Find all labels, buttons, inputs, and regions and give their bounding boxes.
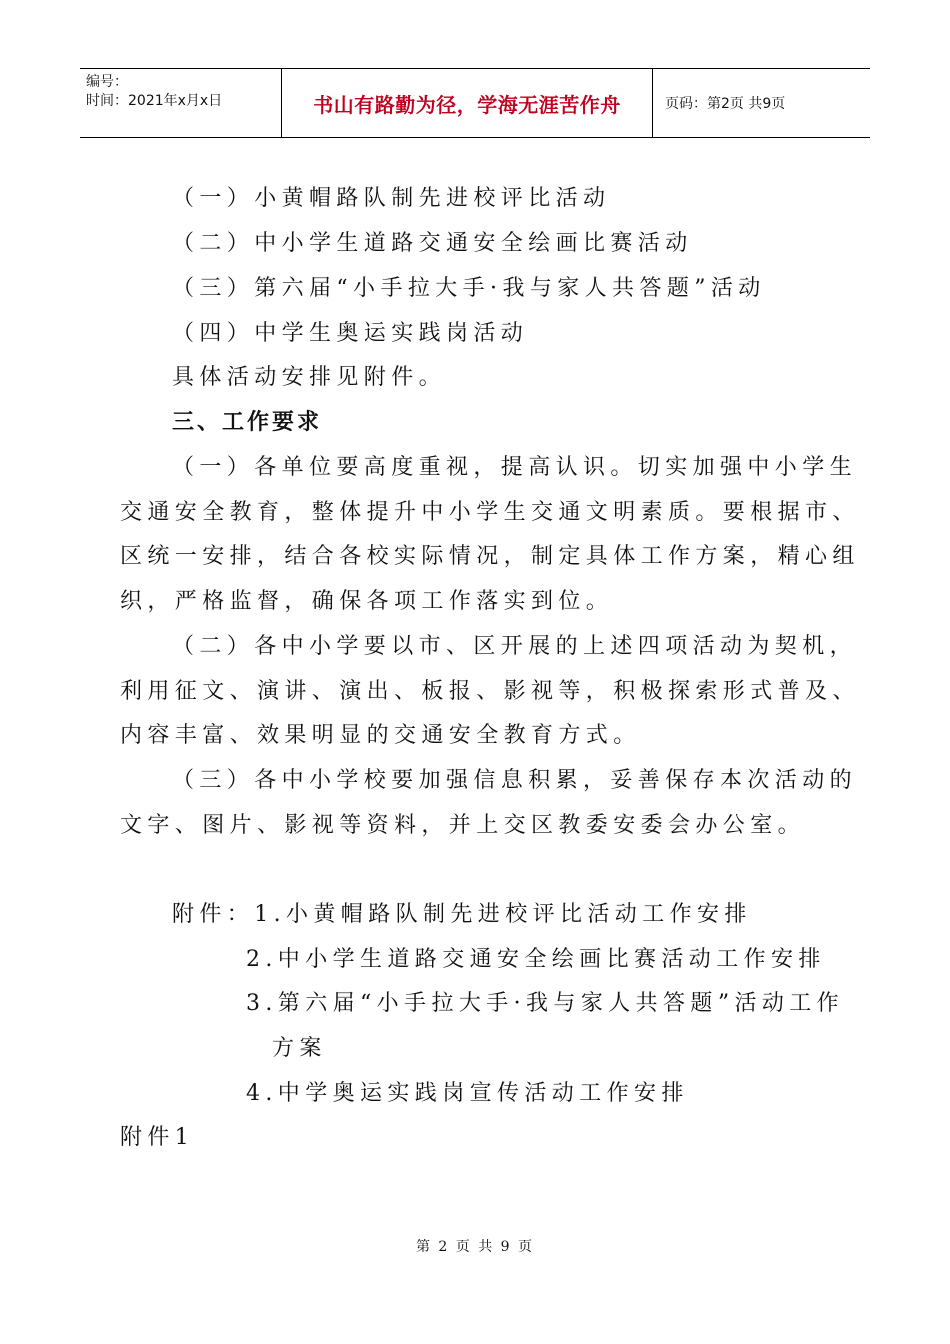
document-number-label: 编号： bbox=[86, 74, 128, 90]
attachment-title: 附件1 bbox=[120, 1125, 195, 1150]
header-meta bbox=[80, 69, 282, 137]
page-footer: 第 2 页 共 9 页 bbox=[415, 1239, 535, 1255]
attachment-list-item-4: 4.中学奥运实践岗宣传活动工作安排 bbox=[246, 1081, 689, 1106]
requirement-1-line-1: （一）各单位要高度重视，提高认识。切实加强中小学生 bbox=[172, 455, 858, 480]
requirement-1-line-3: 区统一安排，结合各校实际情况，制定具体工作方案，精心组 bbox=[120, 544, 860, 569]
requirement-1-line-4: 织，严格监督，确保各项工作落实到位。 bbox=[120, 589, 614, 614]
requirement-2-line-1: （二）各中小学要以市、区开展的上述四项活动为契机， bbox=[172, 634, 858, 659]
attachment-list-item-1: 附件：1.小黄帽路队制先进校评比活动工作安排 bbox=[172, 902, 752, 927]
section-heading: 三、工作要求 bbox=[172, 410, 323, 435]
activity-item-1: （一）小黄帽路队制先进校评比活动 bbox=[172, 186, 611, 211]
requirement-3-line-1: （三）各中小学校要加强信息积累，妥善保存本次活动的 bbox=[172, 768, 858, 793]
attachment-note: 具体活动安排见附件。 bbox=[172, 365, 447, 390]
activity-item-2: （二）中小学生道路交通安全绘画比赛活动 bbox=[172, 231, 693, 256]
requirement-2-line-2: 利用征文、演讲、演出、板报、影视等，积极探索形式普及、 bbox=[120, 679, 860, 704]
header-page-info: 页码：第2页 共9页 bbox=[665, 96, 786, 112]
activity-item-3: （三）第六届“小手拉大手·我与家人共答题”活动 bbox=[172, 276, 766, 301]
requirement-2-line-3: 内容丰富、效果明显的交通安全教育方式。 bbox=[120, 723, 641, 748]
attachment-list-item-3: 3.第六届“小手拉大手·我与家人共答题”活动工作 bbox=[246, 991, 845, 1016]
attachment-list-item-2: 2.中小学生道路交通安全绘画比赛活动工作安排 bbox=[246, 947, 826, 972]
page-header bbox=[80, 68, 870, 138]
attachment-list-item-3-cont: 方案 bbox=[272, 1036, 327, 1061]
requirement-1-line-2: 交通安全教育，整体提升中小学生交通文明素质。要根据市、 bbox=[120, 500, 860, 525]
header-motto: 书山有路勤为径，学海无涯苦作舟 bbox=[282, 69, 653, 137]
activity-item-4: （四）中学生奥运实践岗活动 bbox=[172, 321, 529, 346]
document-time: 时间：2021年x月x日 bbox=[86, 93, 223, 109]
requirement-3-line-2: 文字、图片、影视等资料，并上交区教委安委会办公室。 bbox=[120, 813, 806, 838]
